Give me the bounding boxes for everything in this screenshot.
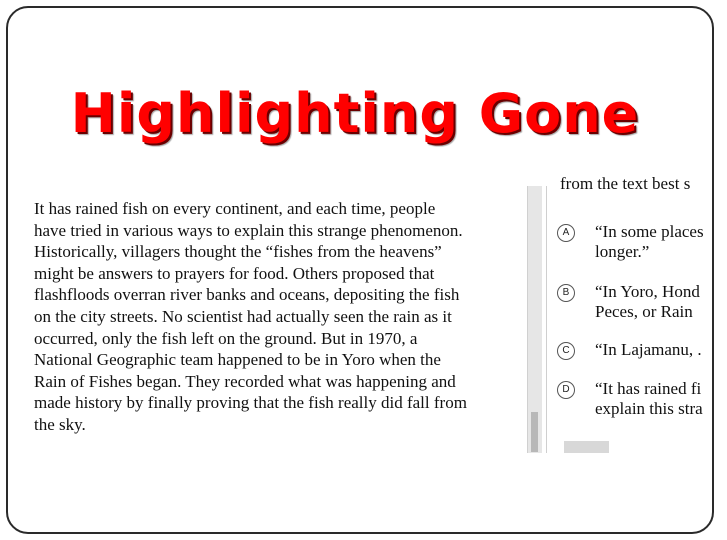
- scrollbar-thumb[interactable]: [531, 412, 538, 452]
- choice-line: “In Yoro, Hond: [595, 282, 700, 301]
- slide-title: Highlighting Gone: [70, 82, 640, 145]
- question-pane: [547, 174, 707, 453]
- choice-letter-bubble[interactable]: C: [557, 342, 575, 360]
- passage-line: the sky.: [34, 414, 86, 434]
- choice-text: [595, 282, 700, 321]
- passage-line: Rain of Fishes began. They recorded what was happening and: [34, 371, 456, 391]
- passage-line: National Geographic team happened to be in Yoro when the: [34, 350, 441, 370]
- choice-line: explain this stra: [595, 398, 703, 418]
- choice-line: Peces, or Rain: [595, 301, 693, 321]
- choice-letter-bubble[interactable]: A: [557, 224, 575, 242]
- choice-text: [595, 379, 703, 418]
- choice-text: [595, 340, 702, 360]
- passage-line: on the city streets. No scientist had actually seen the rain as it: [34, 306, 452, 326]
- choice-letter-bubble[interactable]: D: [557, 381, 575, 399]
- passage-line: might be answers to prayers for food. Others proposed that: [34, 263, 435, 283]
- reading-screenshot: [29, 174, 705, 453]
- choice-line: “In Lajamanu, .: [595, 340, 702, 359]
- passage-line: occurred, only the fish left on the ground. But in 1970, a: [34, 328, 418, 348]
- choice-line: “In some places: [595, 222, 704, 241]
- choice-text: [595, 222, 704, 261]
- passage-text: [34, 198, 524, 436]
- choice-letter-bubble[interactable]: B: [557, 284, 575, 302]
- choice-line: “It has rained fi: [595, 379, 702, 398]
- passage-line: made history by finally proving that the fish really did fall from: [34, 393, 467, 413]
- question-stem-cutoff: from the text best s: [560, 174, 691, 193]
- passage-line: have tried in various ways to explain this strange phenomenon.: [34, 220, 463, 240]
- passage-line: flashfloods overran river banks and oceans, depositing the fish: [34, 285, 460, 305]
- pane-scroll-block: [564, 441, 609, 453]
- choice-line: longer.”: [595, 241, 650, 261]
- passage-line: It has rained fish on every continent, and each time, people: [34, 199, 436, 218]
- passage-line: Historically, villagers thought the “fishes from the heavens”: [34, 242, 442, 262]
